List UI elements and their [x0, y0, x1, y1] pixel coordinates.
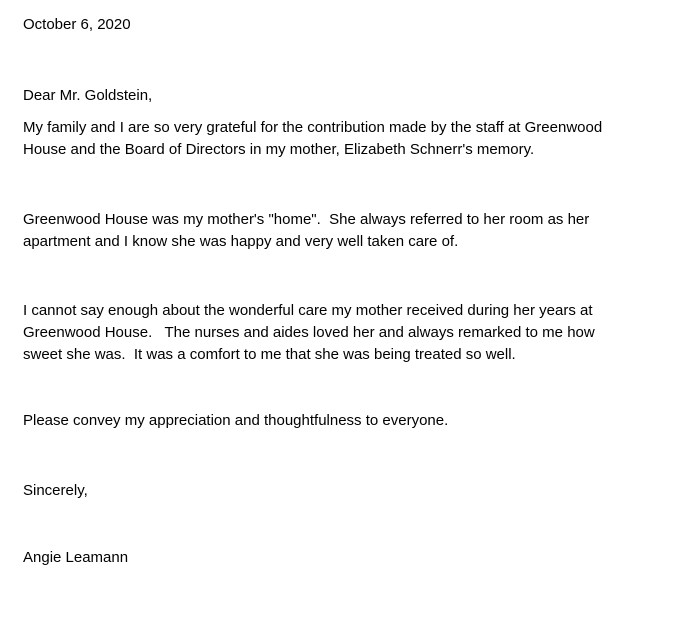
paragraph-line: apartment and I know she was happy and very well taken care of. [23, 233, 459, 250]
paragraph-line: Please convey my appreciation and thoughtfulness to everyone. [23, 412, 449, 429]
letter-paragraph [23, 209, 648, 253]
paragraph-line: House and the Board of Directors in my mother, Elizabeth Schnerr's memory. [23, 141, 535, 158]
paragraph-line: My family and I are so very grateful for the contribution made by the staff at Greenwood [23, 119, 603, 136]
letter-date: October 6, 2020 [23, 16, 131, 33]
letter-signature: Angie Leamann [23, 549, 129, 566]
paragraph-line: Greenwood House. The nurses and aides loved her and always remarked to me how [23, 324, 595, 341]
paragraph-line: I cannot say enough about the wonderful care my mother received during her years at [23, 302, 593, 319]
paragraph-line: Greenwood House was my mother's "home". She always referred to her room as her [23, 211, 590, 228]
paragraph-line: sweet she was. It was a comfort to me that she was being treated so well. [23, 346, 516, 363]
letter-paragraph [23, 300, 648, 366]
letter-paragraph [23, 117, 648, 161]
letter-paragraph [23, 410, 648, 432]
letter-salutation: Dear Mr. Goldstein, [23, 87, 153, 104]
letter-closing: Sincerely, [23, 482, 88, 499]
